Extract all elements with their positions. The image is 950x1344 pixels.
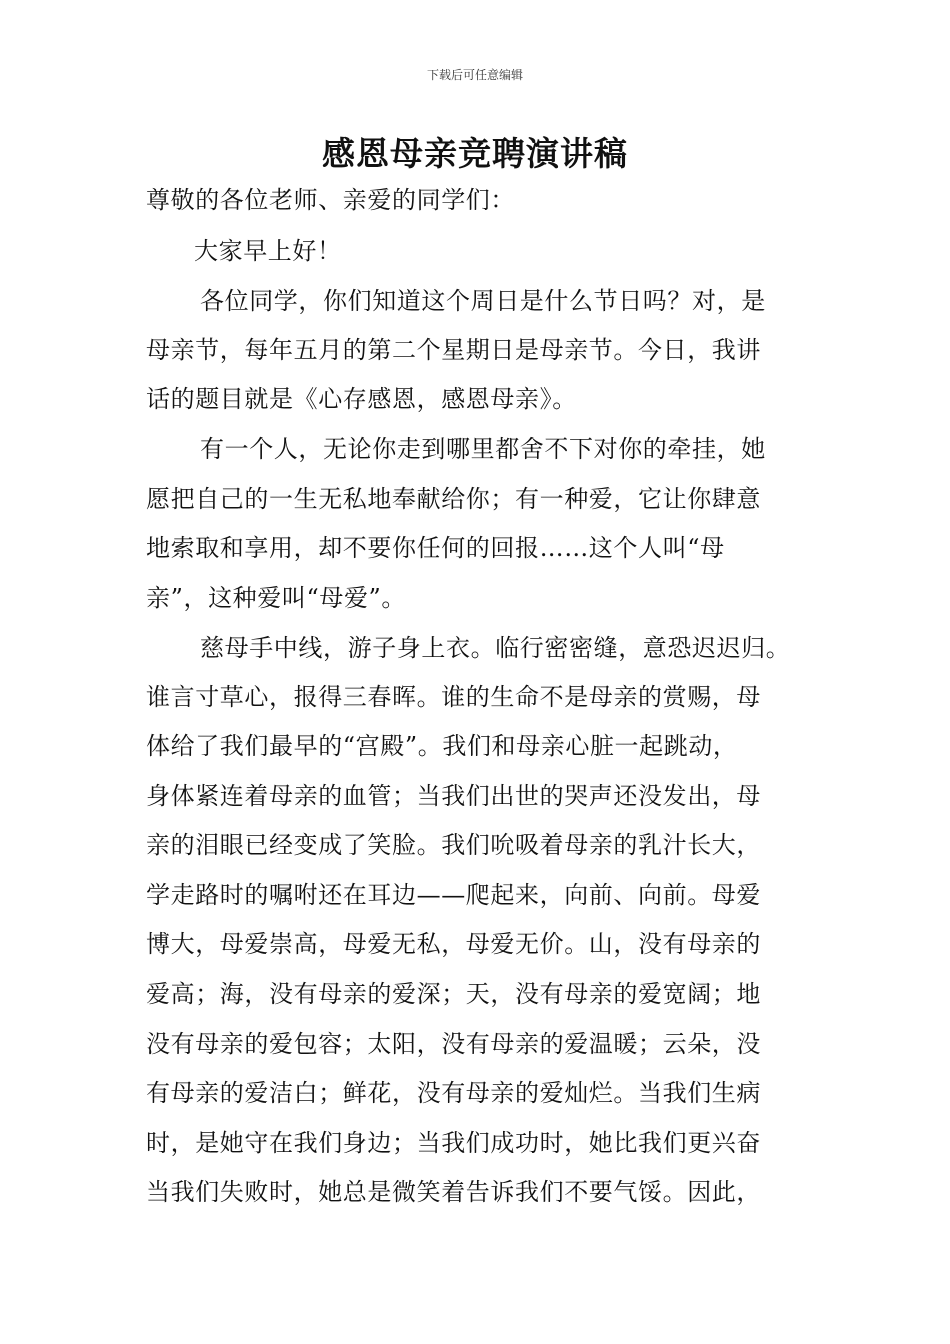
body-line: 各位同学，你们知道这个周日是什么节日吗？对，是	[200, 287, 766, 315]
header-note: 下载后可任意编辑	[426, 68, 523, 82]
salutation-line: 尊敬的各位老师、亲爱的同学们：	[146, 186, 515, 214]
body-line: 话的题目就是《心存感恩，感恩母亲》。	[146, 385, 577, 413]
body-line: 亲”，这种爱叫“母爱”。	[146, 584, 407, 612]
body-line: 当我们失败时，她总是微笑着告诉我们不要气馁。因此，	[146, 1178, 761, 1206]
body-line: 亲的泪眼已经变成了笑脸。我们吮吸着母亲的乳汁长大，	[146, 831, 761, 859]
body-line: 母亲节，每年五月的第二个星期日是母亲节。今日，我讲	[146, 336, 761, 364]
body-line: 慈母手中线，游子身上衣。临行密密缝，意恐迟迟归。	[200, 634, 791, 662]
body-line: 身体紧连着母亲的血管；当我们出世的哭声还没发出，母	[146, 782, 761, 810]
body-line: 时，是她守在我们身边；当我们成功时，她比我们更兴奋	[146, 1129, 761, 1157]
body-line: 爱高；海，没有母亲的爱深；天，没有母亲的爱宽阔；地	[146, 980, 761, 1008]
body-line: 愿把自己的一生无私地奉献给你；有一种爱，它让你肆意	[146, 485, 761, 513]
page-title: 感恩母亲竞聘演讲稿	[322, 134, 628, 173]
body-line: 没有母亲的爱包容；太阳，没有母亲的爱温暖；云朵，没	[146, 1030, 761, 1058]
body-line: 有一个人，无论你走到哪里都舍不下对你的牵挂，她	[200, 435, 766, 463]
body-line: 谁言寸草心，报得三春晖。谁的生命不是母亲的赏赐，母	[146, 683, 761, 711]
body-line: 体给了我们最早的“宫殿”。我们和母亲心脏一起跳动，	[146, 732, 738, 760]
greeting-line: 大家早上好！	[194, 237, 342, 265]
body-line: 有母亲的爱洁白；鲜花，没有母亲的爱灿烂。当我们生病	[146, 1079, 761, 1107]
body-line: 学走路时的嘱咐还在耳边——爬起来，向前、向前。母爱	[146, 881, 761, 909]
body-line: 地索取和享用，却不要你任何的回报……这个人叫“母	[146, 534, 725, 562]
body-line: 博大，母爱崇高，母爱无私，母爱无价。山，没有母亲的	[146, 930, 761, 958]
